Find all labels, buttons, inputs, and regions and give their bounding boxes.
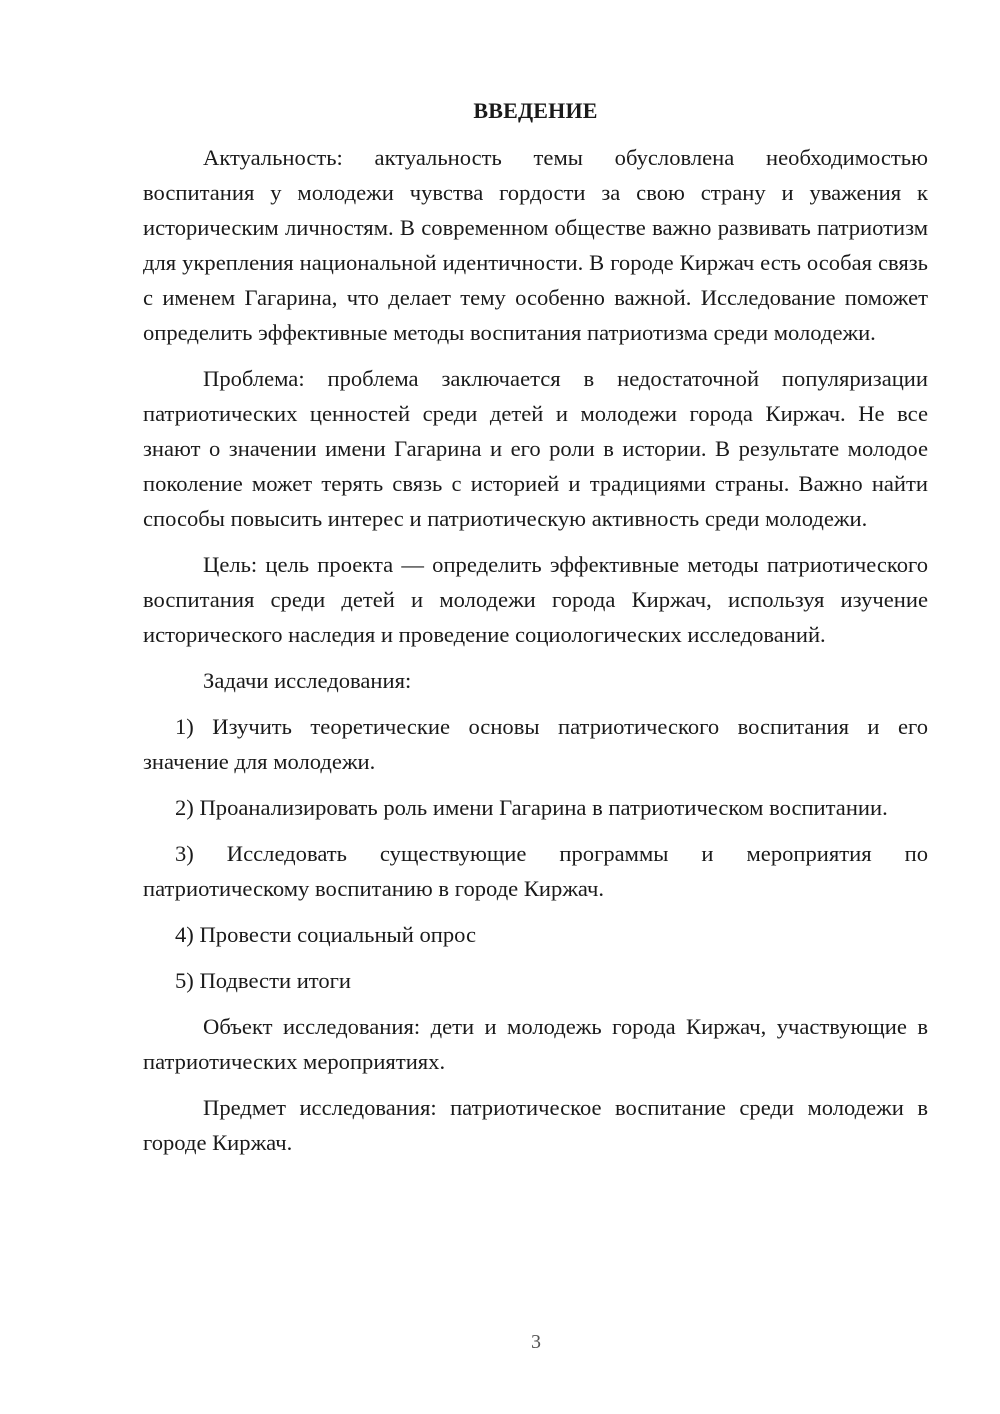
page-number: 3 <box>531 1331 541 1353</box>
task-item-1: 1) Изучить теоретические основы патриотического воспитания и его значение для молодежи. <box>143 714 928 774</box>
paragraph-object: Объект исследования: дети и молодежь города Киржач, участвующие в патриотических мероприятиях. <box>143 1014 928 1074</box>
section-title: ВВЕДЕНИЕ <box>473 98 598 123</box>
task-item-3: 3) Исследовать существующие программы и мероприятия по патриотическому воспитанию в городе Киржач. <box>143 841 928 901</box>
page-content <box>143 93 928 1171</box>
task-item-2: 2) Проанализировать роль имени Гагарина в патриотическом воспитании. <box>175 795 888 820</box>
paragraph-subject: Предмет исследования: патриотическое воспитание среди молодежи в городе Киржач. <box>143 1095 928 1155</box>
paragraph-relevance: Актуальность: актуальность темы обусловлена необходимостью воспитания у молодежи чувства гордости за свою страну и уважения к историческим личностям. В современном обществе важно развивать патриотизм для укрепления национальной идентичности. В городе Киржач есть особая связь с именем Гагарина, что делает тему особенно важной. Исследование поможет определить эффективные методы воспитания патриотизма среди молодежи. <box>143 145 928 345</box>
paragraph-goal: Цель: цель проекта — определить эффективные методы патриотического воспитания среди детей и молодежи города Киржач, используя изучение исторического наследия и проведение социологических исследований. <box>143 552 928 647</box>
paragraph-problem: Проблема: проблема заключается в недостаточной популяризации патриотических ценностей среди детей и молодежи города Киржач. Не все знают о значении имени Гагарина и его роли в истории. В результате молодое поколение может терять связь с историей и традициями страны. Важно найти способы повысить интерес и патриотическую активность среди молодежи. <box>143 366 928 531</box>
task-item-4: 4) Провести социальный опрос <box>175 922 477 947</box>
task-item-5: 5) Подвести итоги <box>175 968 352 993</box>
tasks-heading: Задачи исследования: <box>203 668 412 693</box>
